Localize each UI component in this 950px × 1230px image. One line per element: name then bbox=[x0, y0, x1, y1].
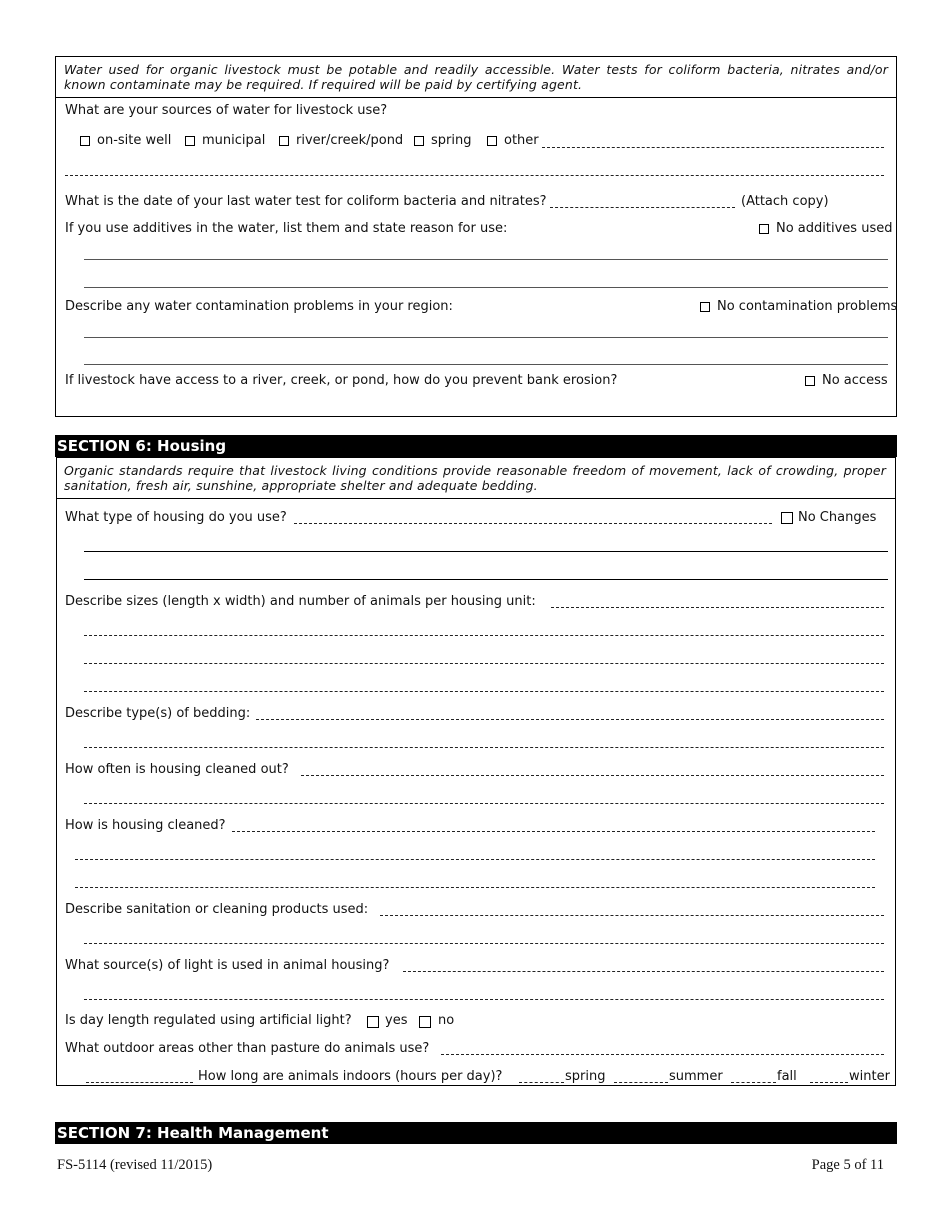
outdoor-areas-field[interactable] bbox=[441, 1054, 884, 1055]
contamination-line-1[interactable] bbox=[84, 337, 888, 338]
additives-line-1[interactable] bbox=[84, 259, 888, 260]
cleaned-how-field[interactable] bbox=[232, 831, 875, 832]
erosion-question: If livestock have access to a river, creek, or pond, how do you prevent bank erosion? bbox=[65, 373, 618, 388]
section-6-header: SECTION 6: Housing bbox=[55, 435, 897, 457]
label-on-site-well: on-site well bbox=[97, 133, 172, 148]
label-fall-season: fall bbox=[777, 1069, 797, 1084]
label-day-length-no: no bbox=[438, 1013, 455, 1028]
water-sources-question: What are your sources of water for livestock use? bbox=[65, 103, 388, 118]
checkbox-river-creek-pond[interactable] bbox=[279, 136, 289, 146]
label-no-changes: No Changes bbox=[798, 510, 877, 525]
sources-extra-field[interactable] bbox=[65, 175, 884, 176]
housing-type-line-1[interactable] bbox=[84, 551, 888, 552]
cleaned-out-line[interactable] bbox=[84, 803, 884, 804]
cleaned-how-line-2[interactable] bbox=[75, 887, 875, 888]
sizes-question: Describe sizes (length x width) and number of animals per housing unit: bbox=[65, 594, 536, 609]
sizes-line-3[interactable] bbox=[84, 691, 884, 692]
checkbox-no-access[interactable] bbox=[805, 376, 815, 386]
form-id: FS-5114 (revised 11/2015) bbox=[57, 1157, 213, 1173]
sizes-line-1[interactable] bbox=[84, 635, 884, 636]
hours-fall-field[interactable] bbox=[731, 1082, 776, 1083]
label-spring: spring bbox=[431, 133, 472, 148]
cleaned-how-line-1[interactable] bbox=[75, 859, 875, 860]
checkbox-on-site-well[interactable] bbox=[80, 136, 90, 146]
day-length-question: Is day length regulated using artificial light? bbox=[65, 1013, 352, 1028]
housing-type-field[interactable] bbox=[294, 523, 772, 524]
label-no-additives: No additives used bbox=[776, 221, 893, 236]
checkbox-spring[interactable] bbox=[414, 136, 424, 146]
checkbox-other[interactable] bbox=[487, 136, 497, 146]
cleaned-how-question: How is housing cleaned? bbox=[65, 818, 226, 833]
hours-spring-field[interactable] bbox=[519, 1082, 564, 1083]
checkbox-day-length-no[interactable] bbox=[419, 1016, 431, 1028]
bedding-question: Describe type(s) of bedding: bbox=[65, 706, 251, 721]
label-no-access: No access bbox=[822, 373, 888, 388]
label-summer-season: summer bbox=[669, 1069, 723, 1084]
bedding-field[interactable] bbox=[256, 719, 884, 720]
housing-type-question: What type of housing do you use? bbox=[65, 510, 287, 525]
sizes-field[interactable] bbox=[551, 607, 884, 608]
hours-summer-field[interactable] bbox=[614, 1082, 668, 1083]
additives-line-2[interactable] bbox=[84, 287, 888, 288]
light-line[interactable] bbox=[84, 999, 884, 1000]
label-municipal: municipal bbox=[202, 133, 266, 148]
section-6-note: Organic standards require that livestock living conditions provide reasonable freedom of movement, lack of crowding, proper sanitation, fresh air, sunshine, appropriate shelter and adequate bedding. bbox=[64, 463, 886, 493]
section-6-body-box bbox=[56, 498, 896, 1086]
housing-type-line-2[interactable] bbox=[84, 579, 888, 580]
cleaned-out-field[interactable] bbox=[301, 775, 884, 776]
label-spring-season: spring bbox=[565, 1069, 606, 1084]
contamination-line-2[interactable] bbox=[84, 364, 888, 365]
water-note: Water used for organic livestock must be potable and readily accessible. Water tests for coliform bacteria, nitrates and/or known contaminate may be required. If required will be paid by certifying agent. bbox=[64, 62, 888, 92]
bedding-line[interactable] bbox=[84, 747, 884, 748]
page-number: Page 5 of 11 bbox=[811, 1157, 884, 1173]
water-note-divider bbox=[55, 97, 897, 98]
light-question: What source(s) of light is used in animal housing? bbox=[65, 958, 390, 973]
label-day-length-yes: yes bbox=[385, 1013, 408, 1028]
water-test-date-field[interactable] bbox=[550, 207, 735, 208]
checkbox-municipal[interactable] bbox=[185, 136, 195, 146]
additives-question: If you use additives in the water, list them and state reason for use: bbox=[65, 221, 508, 236]
label-other: other bbox=[504, 133, 539, 148]
outdoor-areas-extra-field[interactable] bbox=[86, 1082, 193, 1083]
checkbox-day-length-yes[interactable] bbox=[367, 1016, 379, 1028]
water-test-question: What is the date of your last water test for coliform bacteria and nitrates? bbox=[65, 194, 547, 209]
sanitation-line[interactable] bbox=[84, 943, 884, 944]
hours-winter-field[interactable] bbox=[810, 1082, 848, 1083]
section-7-header: SECTION 7: Health Management bbox=[55, 1122, 897, 1144]
indoors-question: How long are animals indoors (hours per day)? bbox=[198, 1069, 503, 1084]
other-source-field[interactable] bbox=[542, 147, 884, 148]
checkbox-no-contamination[interactable] bbox=[700, 302, 710, 312]
checkbox-no-additives[interactable] bbox=[759, 224, 769, 234]
sanitation-question: Describe sanitation or cleaning products used: bbox=[65, 902, 369, 917]
cleaned-out-question: How often is housing cleaned out? bbox=[65, 762, 289, 777]
checkbox-no-changes[interactable] bbox=[781, 512, 793, 524]
sizes-line-2[interactable] bbox=[84, 663, 884, 664]
label-river-creek-pond: river/creek/pond bbox=[296, 133, 404, 148]
attach-copy-note: (Attach copy) bbox=[741, 194, 829, 209]
label-no-contamination: No contamination problems bbox=[717, 299, 898, 314]
light-field[interactable] bbox=[403, 971, 884, 972]
outdoor-areas-question: What outdoor areas other than pasture do animals use? bbox=[65, 1041, 430, 1056]
label-winter-season: winter bbox=[849, 1069, 890, 1084]
contamination-question: Describe any water contamination problems in your region: bbox=[65, 299, 453, 314]
sanitation-field[interactable] bbox=[380, 915, 884, 916]
